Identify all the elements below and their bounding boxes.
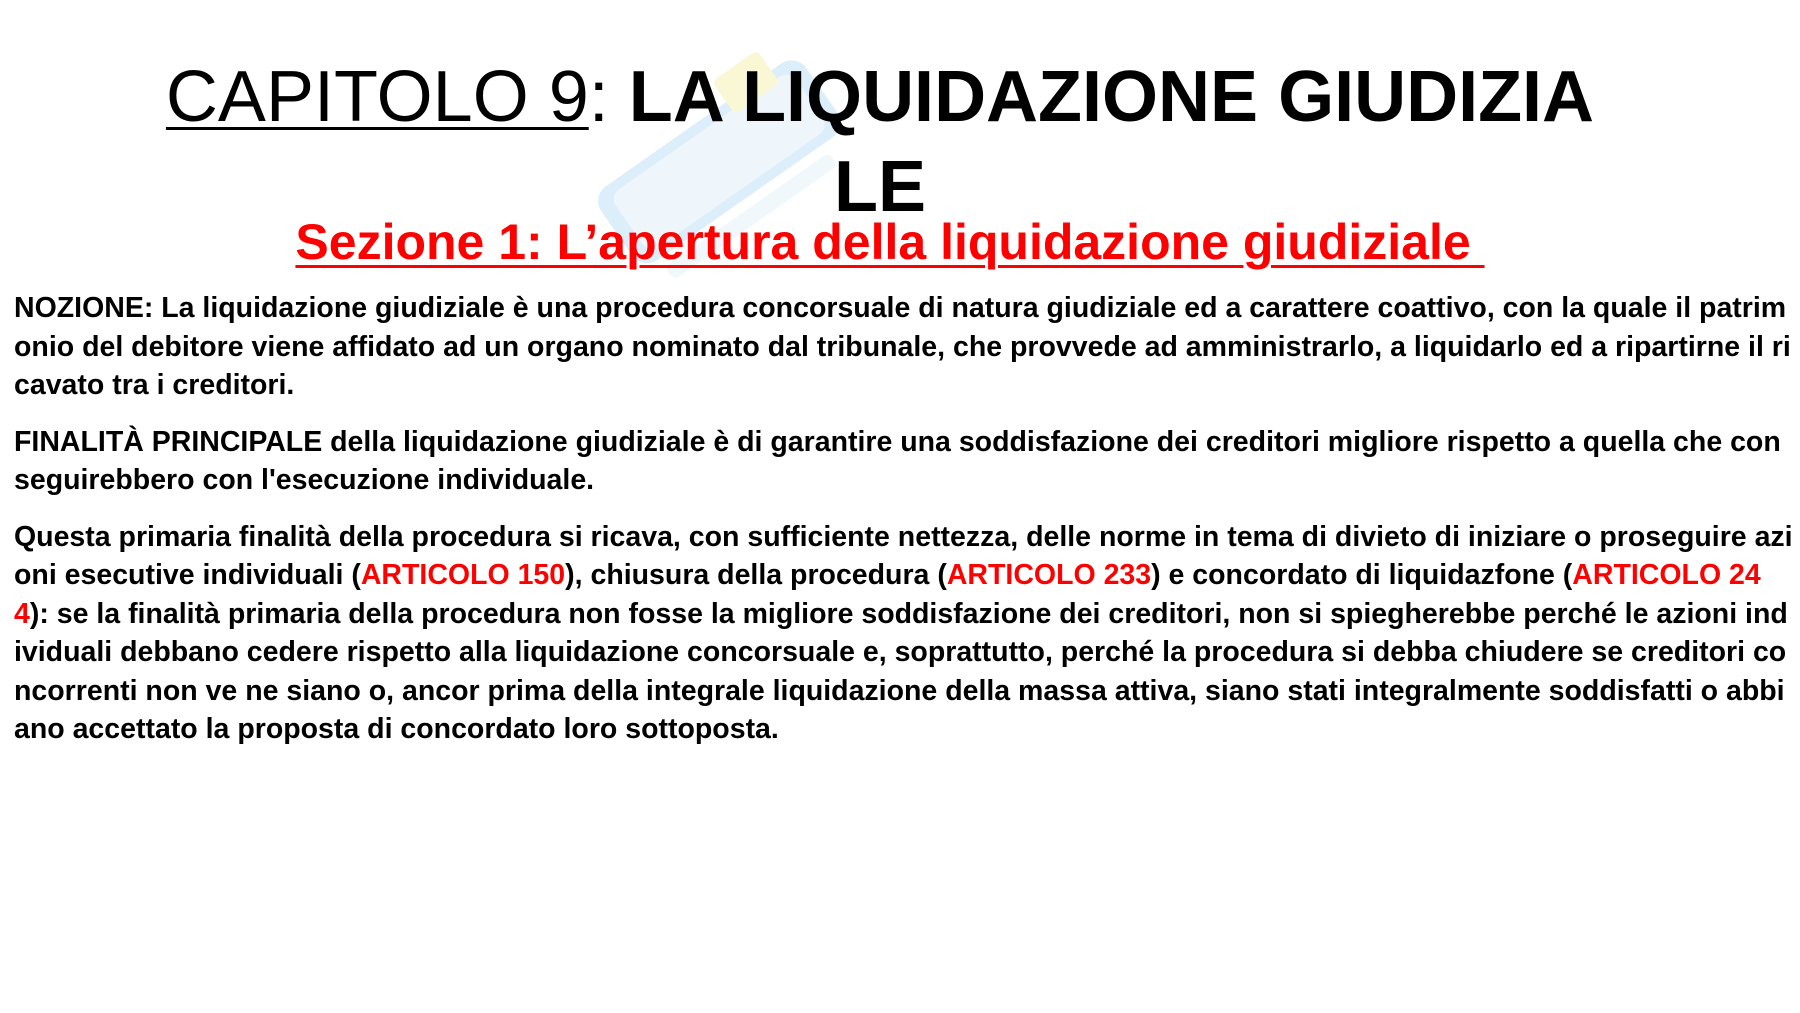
paragraph-questa-part2: ), chiusura della procedura (	[565, 559, 947, 591]
paragraph-questa-part1: Questa primaria finalità della procedura si ricava, con sufficiente nettezza, delle norme in tema di divieto di iniziare o proseguire azioni esecutive individuali (	[14, 520, 1793, 591]
chapter-number: CAPITOLO 9	[165, 57, 589, 137]
title-separator: :	[588, 57, 629, 137]
article-233-reference: ARTICOLO 233	[946, 559, 1152, 591]
paragraph-finalita: FINALITÀ PRINCIPALE della liquidazione giudiziale è di garantire una soddisfazione dei creditori migliore rispetto a quella che conseguirebbero con l'esecuzione individuale.	[14, 425, 1781, 496]
paragraph-questa-part3: ) e concordato di liquidazfone (	[1151, 559, 1573, 591]
page-title	[90, 52, 1670, 232]
chapter-name-line2: LE	[833, 147, 926, 227]
paragraph-questa	[14, 518, 1794, 749]
section-title: Sezione 1: L’apertura della liquidazione giudiziale	[295, 214, 1485, 270]
paragraph-questa-part4: ): se la finalità primaria della procedura non fosse la migliore soddisfazione dei creditori, non si spiegherebbe perché le azioni individuali debbano cedere rispetto alla liquidazione concorsuale e, soprattutto, perché la procedura si debba chiudere se creditori concorrenti non ve ne siano o, ancor prima della integrale liquidazione della massa attiva, siano stati integralmente soddisfatti o abbiano accettato la proposta di concordato loro sottoposta.	[14, 597, 1788, 745]
body-text	[14, 289, 1794, 767]
article-150-reference: ARTICOLO 150	[360, 559, 566, 591]
article-244-reference: ARTICOLO 244	[14, 559, 1761, 630]
chapter-name-line1: LA LIQUIDAZIONE GIUDIZIA	[628, 57, 1595, 137]
paragraph-nozione: NOZIONE: La liquidazione giudiziale è una procedura concorsuale di natura giudiziale ed a carattere coattivo, con la quale il patrimonio del debitore viene affidato ad un organo nominato dal tribunale, che provvede ad amministrarlo, a liquidarlo ed a ripartirne il ricavato tra i creditori.	[14, 292, 1791, 401]
